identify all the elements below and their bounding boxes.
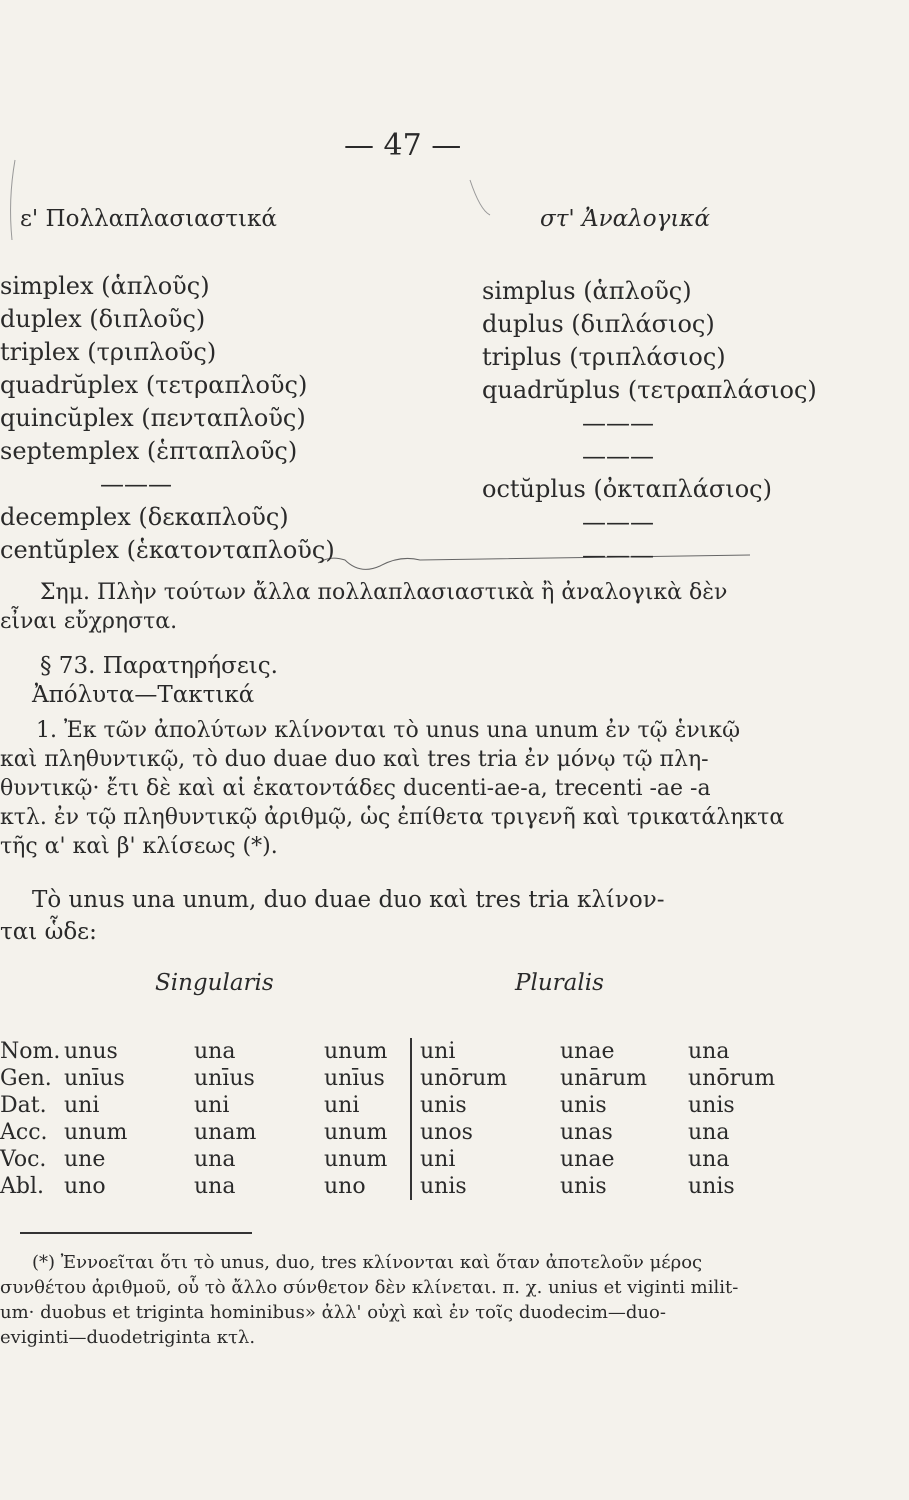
footnote-line: συνθέτου ἀριθμοῦ, οὗ τὸ ἄλλο σύνθετον δὲν κλίνεται. π. χ. unius et viginti milit-: [0, 1277, 739, 1298]
paragraph-line: 1. Ἐκ τῶν ἀπολύτων κλίνονται τὸ unus una unum ἐν τῷ ἑνικῷ: [36, 718, 741, 743]
note: [0, 578, 909, 636]
list-item: ———: [582, 442, 654, 470]
list-item: quadrŭplex (τετραπλοῦς): [0, 371, 308, 399]
table-cell: uno: [324, 1174, 366, 1199]
paragraph-line: τῆς α' καὶ β' κλίσεως (*).: [0, 834, 278, 859]
page-number: — 47 —: [344, 128, 462, 163]
list-item: simplus (ἁπλοῦς): [482, 277, 692, 305]
table-cell: uni: [64, 1093, 100, 1118]
table-cell: unis: [411, 1173, 560, 1200]
list-item: triplex (τριπλοῦς): [0, 338, 217, 366]
list-item: duplus (διπλάσιος): [482, 310, 715, 338]
footnote-line: um· duobus et triginta hominibus» ἀλλ' οὐχὶ καὶ ἐν τοῖς duodecim—duo-: [0, 1302, 666, 1323]
table-cell: uni: [324, 1093, 360, 1118]
table-cell: unae: [560, 1147, 615, 1172]
table-cell: unum: [324, 1147, 388, 1172]
case-label: Nom.: [0, 1039, 61, 1064]
case-label: Voc.: [0, 1147, 47, 1172]
table-cell: unis: [560, 1093, 607, 1118]
table-cell: uni: [411, 1038, 560, 1065]
table-cell: una: [688, 1147, 730, 1172]
table-row: [0, 1119, 788, 1146]
table-row: [0, 1173, 788, 1200]
section-title: § 73. Παρατηρήσεις.: [40, 653, 278, 679]
table-row: [0, 1038, 788, 1065]
paragraph: [0, 884, 909, 948]
list-item: ———: [582, 541, 654, 569]
list-item: triplus (τριπλάσιος): [482, 343, 726, 371]
singular-heading: Singularis: [155, 970, 274, 996]
table-cell: unos: [411, 1119, 560, 1146]
case-label: Abl.: [0, 1174, 44, 1199]
list-item: ———: [582, 409, 654, 437]
list-item: ———: [100, 470, 172, 498]
list-item: ———: [582, 508, 654, 536]
paragraph-line: θυντικῷ· ἔτι δὲ καὶ αἱ ἑκατοντάδες ducenti-ae-a, trecenti -ae -a: [0, 776, 711, 801]
footnote: [0, 1250, 738, 1350]
table-cell: unōrum: [411, 1065, 560, 1092]
list-item: duplex (διπλοῦς): [0, 305, 206, 333]
table-cell: unīus: [194, 1066, 255, 1091]
table-cell: unum: [64, 1120, 128, 1145]
paragraph-line: κτλ. ἐν τῷ πληθυντικῷ ἀριθμῷ, ὡς ἐπίθετα τριγενῆ καὶ τρικατάληκτα: [0, 805, 785, 830]
table-cell: uni: [194, 1093, 230, 1118]
note-line: εἶναι εὔχρηστα.: [0, 609, 178, 634]
note-line: Σημ. Πλὴν τούτων ἄλλα πολλαπλασιαστικὰ ἢ ἀναλογικὰ δὲν: [40, 580, 728, 605]
paragraph: [0, 716, 909, 861]
paragraph-line: ται ὧδε:: [0, 919, 97, 945]
multiplicatives-heading: ε' Πολλαπλασιαστικά: [20, 206, 277, 232]
table-cell: unārum: [560, 1066, 648, 1091]
case-label: Gen.: [0, 1066, 52, 1091]
section-subtitle: Ἀπόλυτα—Τακτικά: [32, 682, 255, 708]
footnote-line: eviginti—duodetriginta κτλ.: [0, 1327, 256, 1348]
table-cell: unōrum: [688, 1066, 776, 1091]
list-item: centŭplex (ἑκατονταπλοῦς): [0, 536, 335, 564]
table-cell: una: [194, 1039, 236, 1064]
table-cell: unīus: [324, 1066, 385, 1091]
table-cell: una: [688, 1120, 730, 1145]
list-item: quadrŭplus (τετραπλάσιος): [482, 376, 817, 404]
proportionals-list: [482, 275, 817, 572]
table-cell: uno: [64, 1174, 106, 1199]
table-cell: une: [64, 1147, 106, 1172]
table-cell: unum: [324, 1039, 388, 1064]
paragraph-line: Τὸ unus una unum, duo duae duo καὶ tres tria κλίνον-: [32, 887, 665, 913]
table-cell: unīus: [64, 1066, 125, 1091]
multiplicatives-list: [0, 270, 335, 567]
table-cell: unas: [560, 1120, 613, 1145]
table-cell: unum: [324, 1120, 388, 1145]
footnote-line: (*) Ἐννοεῖται ὅτι τὸ unus, duo, tres κλίνονται καὶ ὅταν ἀποτελοῦν μέρος: [32, 1252, 703, 1273]
table-cell: una: [194, 1147, 236, 1172]
list-item: octŭplus (ὀκταπλάσιος): [482, 475, 772, 503]
table-cell: unus: [64, 1039, 118, 1064]
table-cell: unae: [560, 1039, 615, 1064]
table-cell: unis: [688, 1174, 735, 1199]
list-item: decemplex (δεκαπλοῦς): [0, 503, 289, 531]
table-cell: unis: [411, 1092, 560, 1119]
table-cell: unam: [194, 1120, 257, 1145]
table-row: [0, 1146, 788, 1173]
table-cell: uni: [411, 1146, 560, 1173]
case-label: Acc.: [0, 1120, 48, 1145]
declension-table: [0, 1038, 788, 1200]
table-cell: una: [688, 1039, 730, 1064]
table-cell: unis: [688, 1093, 735, 1118]
case-label: Dat.: [0, 1093, 47, 1118]
list-item: quincŭplex (πενταπλοῦς): [0, 404, 306, 432]
footnote-divider: [20, 1232, 252, 1234]
section-heading: [0, 652, 909, 710]
list-item: septemplex (ἑπταπλοῦς): [0, 437, 298, 465]
table-row: [0, 1092, 788, 1119]
table-cell: una: [194, 1174, 236, 1199]
plural-heading: Pluralis: [515, 970, 604, 996]
paragraph-line: καὶ πληθυντικῷ, τὸ duo duae duo καὶ tres tria ἐν μόνῳ τῷ πλη-: [0, 747, 709, 772]
list-item: simplex (ἁπλοῦς): [0, 272, 210, 300]
table-cell: unis: [560, 1174, 607, 1199]
proportionals-heading: στ' Ἀναλογικά: [540, 206, 710, 232]
table-row: [0, 1065, 788, 1092]
